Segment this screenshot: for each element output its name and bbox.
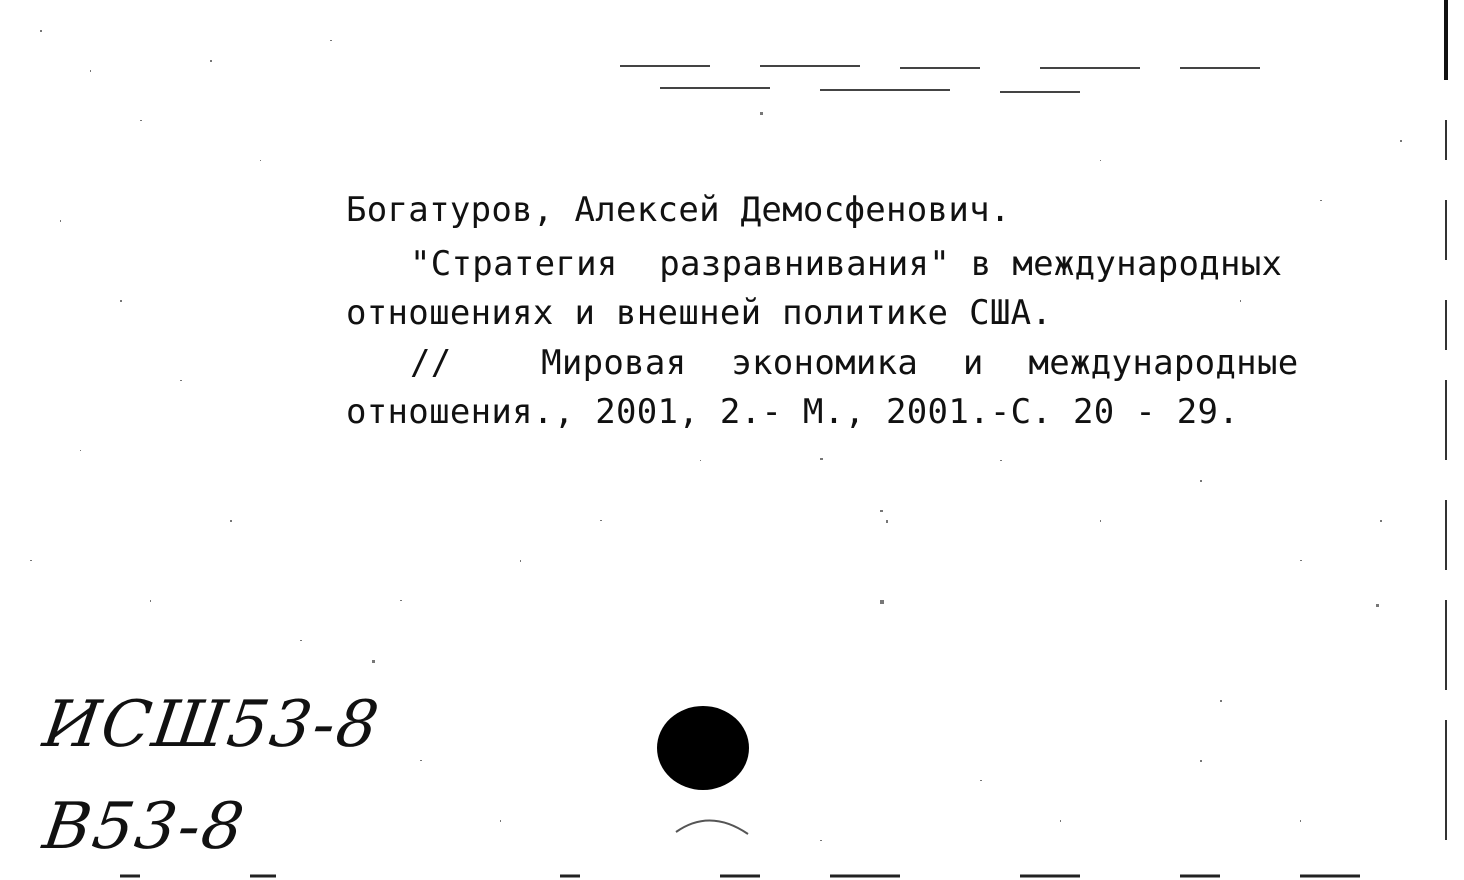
scan-edge-right	[1444, 0, 1448, 880]
source-line-2: отношения., 2001, 2.- М., 2001.-С. 20 - 29.	[346, 392, 1240, 432]
title-line-1: "Стратегия разравнивания" в международных	[410, 244, 1283, 284]
handwritten-shelf-mark-1: ИСШ53-8	[38, 688, 385, 762]
source-line-1: // Мировая экономика и международные	[410, 343, 1299, 383]
scan-edge-top	[620, 62, 1380, 102]
punch-hole	[657, 706, 749, 790]
author-line: Богатуров, Алексей Демосфенович.	[346, 190, 1011, 230]
title-line-2: отношениях и внешней политике США.	[346, 293, 1053, 333]
handwritten-shelf-mark-2: В53-8	[38, 790, 251, 864]
